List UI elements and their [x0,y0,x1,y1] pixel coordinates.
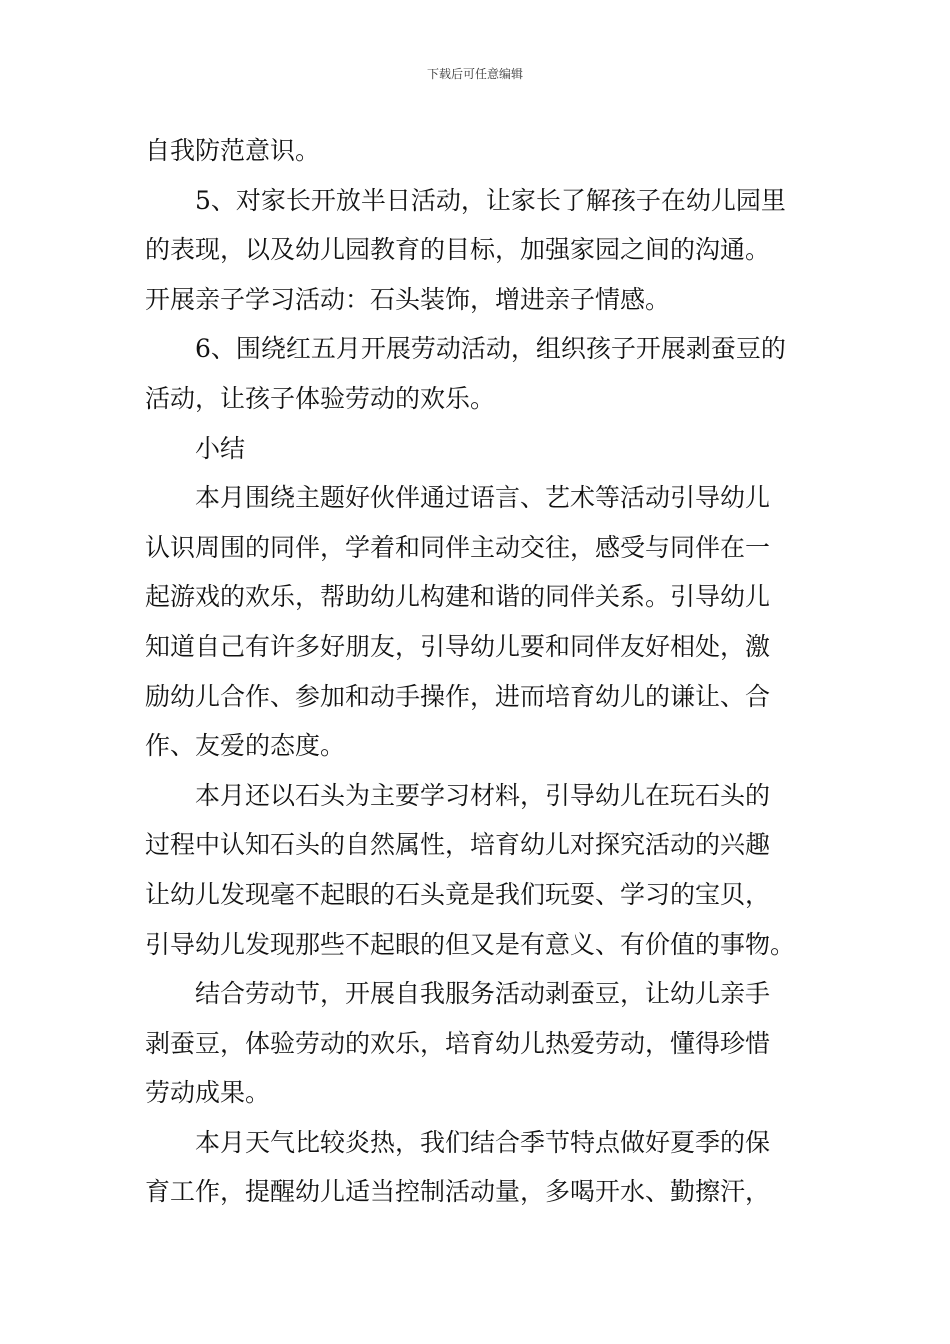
paragraph [145,1118,810,1217]
text-line: 作、友爱的态度。 [145,731,346,761]
section-heading [145,424,810,474]
text-line: 开展亲子学习活动：石头装饰，增进亲子情感。 [145,284,671,314]
text-line: 5、对家长开放半日活动，让家长了解孩子在幼儿园里 [195,185,786,215]
text-line: 本月还以石头为主要学习材料，引导幼儿在玩石头的 [195,780,771,810]
document-body [145,126,810,1217]
paragraph [145,126,810,176]
text-line: 过程中认知石头的自然属性，培育幼儿对探究活动的兴趣 [145,830,771,860]
text-line: 认识周围的同伴，学着和同伴主动交往，感受与同伴在一 [145,532,771,562]
text-line: 育工作，提醒幼儿适当控制活动量，多喝开水、勤擦汗， [145,1177,771,1207]
paragraph [145,969,810,1118]
text-line: 劳动成果。 [145,1078,271,1108]
paragraph [145,473,810,771]
text-line: 励幼儿合作、参加和动手操作，进而培育幼儿的谦让、合 [145,681,771,711]
text-line: 的表现，以及幼儿园教育的目标，加强家园之间的沟通。 [145,235,771,265]
paragraph [145,771,810,969]
text-line: 本月围绕主题好伙伴通过语言、艺术等活动引导幼儿 [195,483,771,513]
text-line: 知道自己有许多好朋友，引导幼儿要和同伴友好相处，激 [145,631,771,661]
text-line: 本月天气比较炎热，我们结合季节特点做好夏季的保 [195,1127,771,1157]
paragraph [145,176,810,325]
text-line: 引导幼儿发现那些不起眼的但又是有意义、有价值的事物。 [145,929,796,959]
text-line: 6、围绕红五月开展劳动活动，组织孩子开展剥蚕豆的 [195,334,786,364]
text-line: 结合劳动节，开展自我服务活动剥蚕豆，让幼儿亲手 [195,979,771,1009]
text-line: 起游戏的欢乐，帮助幼儿构建和谐的同伴关系。引导幼儿 [145,582,771,612]
text-line: 活动，让孩子体验劳动的欢乐。 [145,383,496,413]
text-line: 让幼儿发现毫不起眼的石头竟是我们玩耍、学习的宝贝， [145,879,771,909]
page-header: 下载后可任意编辑 [426,67,523,81]
text-line: 剥蚕豆，体验劳动的欢乐，培育幼儿热爱劳动，懂得珍惜 [145,1028,771,1058]
text-line: 自我防范意识。 [145,136,321,165]
text-line: 小结 [195,433,246,463]
paragraph [145,324,810,423]
